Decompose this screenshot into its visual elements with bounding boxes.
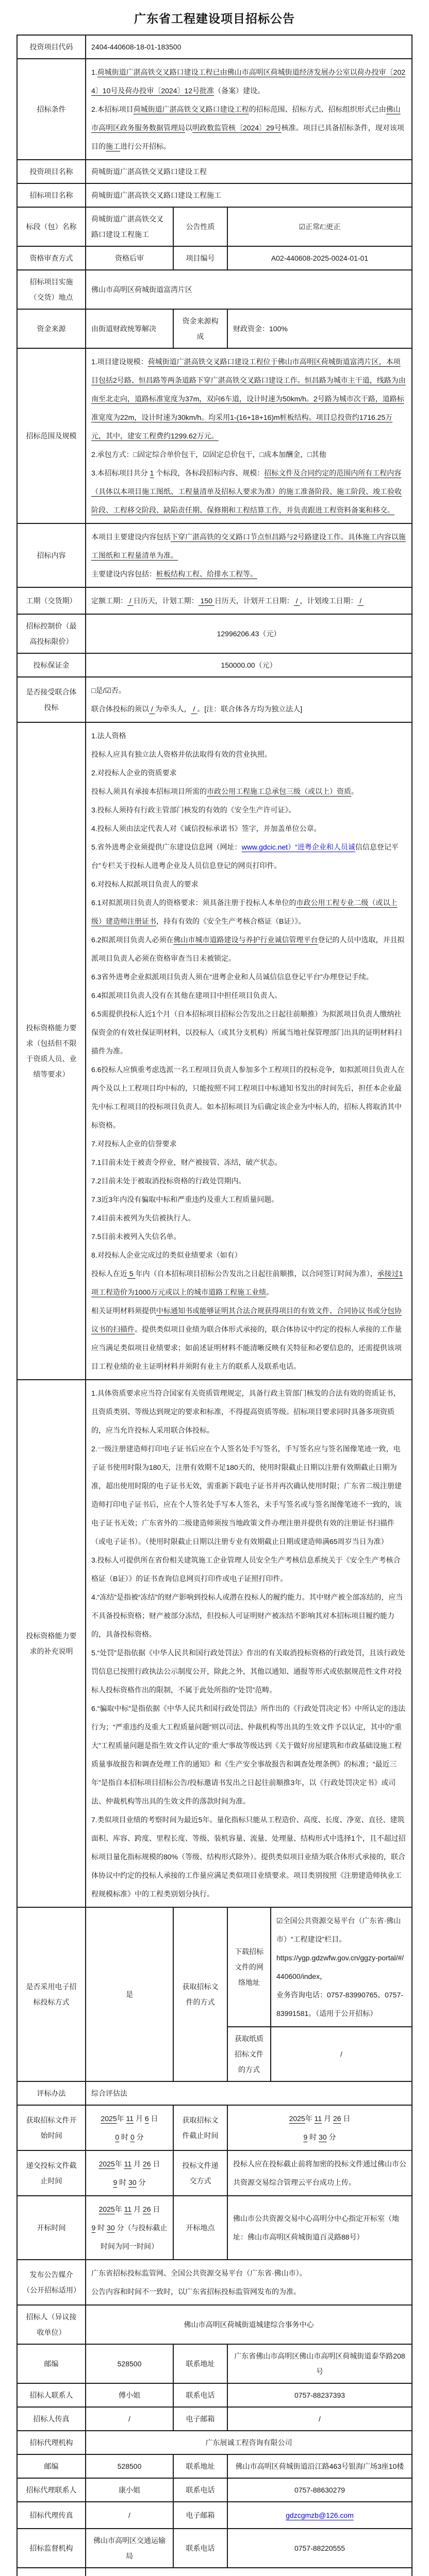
text-run: 6.2拟派项目负责人必须在 xyxy=(91,936,174,944)
supervision-phone-value: 0757-88220555 xyxy=(227,2529,412,2568)
agency-phone-label: 联系电话 xyxy=(173,2478,227,2502)
scope-value xyxy=(86,348,412,523)
consortium-value xyxy=(86,677,412,722)
text-run: □是/☑否。 xyxy=(91,686,126,694)
text-run: 6.6投标人应慎重考虑选派一名工程项目负责人参加多个工程项目的投标竞争，如拟派项目负责人在两个及以上工程项目均中标的，只能按照不同工程项目中标通知书发出的时间先后，担任本企业最先中标工程项目的投标项目负责人。如本招标项目为后确定该企业为中标人的，招标人将取消其中标资格。 xyxy=(91,1065,405,1129)
download-address-value xyxy=(271,1907,412,2027)
text-run: 11 xyxy=(124,2205,132,2213)
tenderer-phone-value: 0757-88237393 xyxy=(227,2383,412,2407)
text-run: 7.5目前未被列入失信名单。 xyxy=(91,1232,181,1241)
text-run: / xyxy=(127,597,134,605)
text-run: 时 xyxy=(95,2224,107,2232)
text-run: ☑全国公共资源交易平台（广东省·佛山市）“工程建设”栏目。 xyxy=(276,1917,401,1943)
text-run: 8.对投标人企业完成过的类似业绩要求（如有） xyxy=(91,1251,242,1259)
text-run: 投标人应在投标截止前将加密的投标文件通过佛山市公共资源交易综合管理云平台成功上传。 xyxy=(233,2160,406,2187)
text-run: 市政公用工程施工总承包三级（或以上）资质 xyxy=(207,787,351,795)
text-run: 。 xyxy=(266,1288,274,1296)
table-row xyxy=(17,2502,412,2529)
funding-source-value: 由街道财政统筹解决 xyxy=(86,309,173,348)
evaluation-method-value: 综合评估法 xyxy=(86,2081,412,2105)
text-run: 30 xyxy=(107,2224,115,2232)
text-run: 。提供类似项目业绩为联合体形式承接的，联合体协议中约定的投标人承接的工作量应当满足类似项目业绩要求；如前述证明材料不能清晰反映有关特征和必要信息的，还需提供该项目工程业绩的业主证明材料并须附有业主方的联系人及联系电话。 xyxy=(91,1325,402,1370)
notice-nature-value: ☑正常/□更正 xyxy=(227,207,412,246)
table-row xyxy=(17,653,412,677)
text-run: 桩板结构工程、给排水工程等。 xyxy=(156,570,257,578)
table-row xyxy=(17,722,412,1380)
opening-time-label: 开标时间 xyxy=(17,2196,86,2260)
funding-composition-label: 资金来源构成 xyxy=(173,309,227,348)
text-run: 2025 xyxy=(289,2114,305,2123)
text-run: 1. xyxy=(91,68,97,76)
tender-conditions-value xyxy=(86,59,412,160)
other-value xyxy=(86,2568,412,2576)
text-run: 。 xyxy=(351,787,358,795)
table-row xyxy=(17,2260,412,2305)
agency-label: 招标代理机构 xyxy=(17,2431,86,2454)
agency-phone-value: 0757-88630279 xyxy=(227,2478,412,2502)
text-run: 分 xyxy=(134,2133,144,2141)
text-run: 市政公用工程专业二级（或以上级）建造师注册证书 xyxy=(91,899,398,925)
table-row xyxy=(17,246,412,270)
text-run: 30 xyxy=(128,2178,137,2187)
text-run: 4.“冻结”是指被“冻结”的财产影响到投标人或潜在投标人的履约能力。其中财产被全部冻结的，应当不具备投标资格；财产被部分冻结，但投标人可证明财产被冻结不影响其对本招标项目履约能力的，具备投标资格。 xyxy=(91,1593,403,1638)
hyperlink[interactable]: gdzcgmzb@126.com xyxy=(286,2511,354,2519)
table-row xyxy=(17,2568,412,2576)
text-run: 时 xyxy=(119,2133,130,2141)
location-label: 招标项目实施（交货）地点 xyxy=(17,270,86,309)
project-code-label: 投资项目代码 xyxy=(17,35,86,59)
table-row xyxy=(17,270,412,309)
text-run: 26 xyxy=(333,2114,341,2123)
text-run: 5.“处罚”是指依据《中华人民共和国行政处罚法》作出的有关取消投标资格的行政处罚，且该行政处罚信息已按照行政执法公示制度公开，除此之外，其他以通知、通报等形式或依据规范性文件对投标人投标资格作出的限制，不属于此处所指的“处罚”范畴。 xyxy=(91,1649,405,1694)
invest-name-value: 荷城街道广湛高铁交叉路口建设工程 xyxy=(86,160,412,183)
obtain-method-label: 获取招标文件的方式 xyxy=(173,1907,227,2081)
tenderer-label: 招标人（异议接收单位） xyxy=(17,2305,86,2344)
text-run: 3.投标人可提供所在省份相关建筑施工企业管理人员安全生产考核信息系统关于《安全生产考核合格证（B证）》的证书查询信息网页打印件或电子证照打印件。 xyxy=(91,1556,401,1583)
text-run: 日 xyxy=(341,2114,351,2123)
text-run: 年 xyxy=(114,2205,124,2213)
tender-content-value xyxy=(86,523,412,587)
text-run: 登记的人员中选取，并且拟派项目负责人必须在资格审查当日未被锁定。 xyxy=(91,936,405,962)
text-run: 9 xyxy=(113,2178,118,2187)
text-run: 联合体投标的须以 xyxy=(91,705,149,713)
text-run: 2.一级注册建造师打印电子证书后应在个人签名处手写签名，手写签名应与签名图像笔迹一致，电子证书使用时限为180天，注册有效期不足180天的，使用时限截止日期以注册有效期截止日期为准，超出使用时限的电子证书无效，需重新下载电子证书并再次确认使用时限；广东省二级注册建造师打印电子证书后，应在个人签名处手写本人签名，未手写签名或与签名图像笔迹不一致的，该电子证书无效；广东省外的二级建造师须按当地政策文件办理注册并提供有效的注册证书扫描件（或电子证书）。（使用时限截止日期以注册专业有效期截止日期或建造师满65周岁当日为准） xyxy=(91,1445,402,1546)
text-run: 7.1目前未处于被责令停业，财产被接管、冻结，破产状态。 xyxy=(91,1158,282,1166)
table-row xyxy=(17,348,412,523)
electronic-bidding-label: 是否采用电子招标投标方式 xyxy=(17,1907,86,2081)
table-row xyxy=(17,677,412,722)
text-run: 佛山市高明区政务服务数据管理局 xyxy=(91,105,401,132)
text-run: 信信息登记平台”专栏关于投标人进粤企业及人员信息登记的网页打印件。 xyxy=(91,843,399,870)
text-run: 7.类似项目业绩的考察时间为最近5年。量化指标只能从工程造价、高度、长度、净宽、直径、建筑面积、库容、跨度、里程长度、等级、装机容量、流量、处理量、结构形式中选择1个，且不超过招标项目量化指标规模的80%（等级、结构形式除外）。提供类似项目业绩为联合体形式承接的，联合体协议中约定的投标人承接的工作量应满足类似项目业绩要求。项目类别按照《注册建造师执业工程规模标准》中的工程类别划分执行。 xyxy=(91,1816,406,1898)
text-run: 11 xyxy=(126,2114,134,2123)
obtain-end-label: 获取招标文件截止时间 xyxy=(173,2105,227,2150)
text-run: 相关证明材料须提供 xyxy=(91,1307,156,1315)
text-run: （备案）建设。 xyxy=(214,87,265,95)
text-run: 7.对投标人企业的信誉要求 xyxy=(91,1140,177,1148)
text-run: 为牵头人， xyxy=(155,705,191,713)
project-number-value: A02-440608-2025-0024-01-01 xyxy=(227,246,412,270)
text-run: 2025 xyxy=(101,2114,117,2123)
qualification-method-value: 资格后审 xyxy=(86,246,173,270)
agency-postcode-label: 邮编 xyxy=(17,2454,86,2478)
text-run: 下穿广湛高铁的交叉路口节点恒昌路与2号路建设工作。具体施工内容以施工图纸和工程量清单为准。 xyxy=(91,533,406,560)
text-run: 年内（自本招标项目招标公告发出之日起往前顺推，以合同签订时间为准）， xyxy=(135,1269,377,1278)
table-row xyxy=(17,1907,412,2027)
text-run: 投标人在近 xyxy=(91,1269,127,1278)
text-run: 投标人应具有独立法人资格并依法取得有效的营业执照。 xyxy=(91,750,272,758)
electronic-bidding-value: 是 xyxy=(86,1907,173,2081)
table-row xyxy=(17,2529,412,2568)
text-run: 3.投标人须持有行政主管部门核发的有效的《安全生产许可证》。 xyxy=(91,806,296,814)
text-run: 30 xyxy=(319,2133,327,2141)
tenderer-contact-value: 傅小姐 xyxy=(86,2383,173,2407)
tenderer-address-label: 联系地址 xyxy=(173,2344,227,2383)
text-run: 时 xyxy=(307,2133,319,2141)
hyperlink[interactable]: www.gdcic.net）“进粤企业和人员诚 xyxy=(241,843,355,851)
consortium-label: 是否接受联合体投标 xyxy=(17,677,86,722)
duration-value xyxy=(86,587,412,614)
text-run: https://ygp.gdzwfw.gov.cn/ggzy-portal/#/440600/index， xyxy=(276,1954,404,1980)
notice-nature-label: 公告性质 xyxy=(173,207,227,246)
supervision-label: 招标监督机构 xyxy=(17,2529,86,2568)
text-run: 月 xyxy=(322,2114,333,2123)
text-run: 中标通知书或能够证明其合法合规获得项目的有效文件、合同协议书或分包协议书的扫描件 xyxy=(91,1307,402,1333)
text-run: 投标人须具有承接本招标项目所需的 xyxy=(91,787,207,795)
table-row xyxy=(17,2383,412,2407)
text-run: 2025 xyxy=(98,2160,115,2168)
text-run: 2.承包方式：□固定综合单价包干，☑固定总价包干，□成本加酬金，□其他 xyxy=(91,450,326,459)
text-run: 佛山市公共资源交易中心高明分中心指定开标室（地址：佛山市高明区荷城街道百灵路88号） xyxy=(233,2214,399,2241)
table-row xyxy=(17,2105,412,2150)
announcement-media-label: 发布公告媒介（公开招标适用） xyxy=(17,2260,86,2305)
tenderer-fax-value: / xyxy=(86,2407,173,2431)
text-run: 年 xyxy=(305,2114,315,2123)
funding-composition-value: 财政资金：100% xyxy=(227,309,412,348)
text-run: 月 xyxy=(131,2205,143,2213)
text-run: 广东省招标投标监管网、全国公共资源交易平台（广东省·佛山市）。 xyxy=(91,2269,307,2277)
table-row xyxy=(17,614,412,653)
table-row xyxy=(17,2478,412,2502)
opening-time-value xyxy=(86,2196,173,2260)
location-value: 佛山市高明区荷城街道富湾片区 xyxy=(86,270,412,309)
obtain-start-value xyxy=(86,2105,173,2150)
table-row xyxy=(17,2150,412,2196)
project-number-label: 项目编号 xyxy=(173,246,227,270)
agency-fax-label: 招标代理传真 xyxy=(17,2502,86,2529)
text-run: 5.省外进粤企业须提供广东建设信息网（网址： xyxy=(91,843,242,851)
agency-address-label: 联系地址 xyxy=(173,2454,227,2478)
text-run: 9 xyxy=(303,2133,308,2141)
text-run: 。[注：联合体各方均为独立法人] xyxy=(197,705,303,713)
tender-content-label: 招标内容 xyxy=(17,523,86,587)
text-run: 6.1对拟派项目负责人的资格要求：须具备注册于投标人本单位的 xyxy=(91,899,296,907)
obtain-start-label: 获取招标文件开始时间 xyxy=(17,2105,86,2150)
supervision-value: 佛山市高明区交通运输局 xyxy=(86,2529,173,2568)
text-run: 日历天，计划开工日期： xyxy=(214,597,294,605)
agency-contact-value: 康小姐 xyxy=(86,2478,173,2502)
text-run: ，持有有效的《安全生产考核合格证（B证）》。 xyxy=(156,917,306,925)
agency-email-value xyxy=(227,2502,412,2529)
text-run: 主要建设内容包括： xyxy=(91,570,156,578)
page-title: 广东省工程建设项目招标公告 xyxy=(134,12,295,25)
tenderer-phone-label: 联系电话 xyxy=(173,2383,227,2407)
scope-label: 招标范围及规模 xyxy=(17,348,86,523)
text-run: 7.4目前未被列为失信被执行人。 xyxy=(91,1214,195,1222)
text-run: 以 xyxy=(185,124,192,132)
text-run: 招标文件及合同约定的范围内所有工程内容（具体以本项目施工图纸、工程量清单及招标人要求为准）的施工准备阶段、施工阶段、竣工验收阶段、工程移交阶段、缺陷责任期、保修期和工程结算工作，并负责跟进工程资料备案和移交。 xyxy=(91,469,402,514)
download-address-label: 下载招标文件的网络地址 xyxy=(227,1907,271,2027)
tenderer-value: 佛山市高明区荷城街道城建综合事务中心 xyxy=(86,2305,412,2344)
section-name-value: 荷城街道广湛高铁交叉路口建设工程施工 xyxy=(86,207,173,246)
text-run: 6.3省外进粤企业拟派项目负责人须在“进粤企业和人员诚信信息登记平台”办理登记手续。 xyxy=(91,973,373,981)
evaluation-method-label: 评标办法 xyxy=(17,2081,86,2105)
qualification-requirements-value xyxy=(86,722,412,1380)
text-run: 6.5需提供投标人近1个月（自本招标项目招标公告发出之日起往前顺推）为拟派项目负责人缴纳社保资金的有效社保证明材料，以投标人（或其分支机构）所属当地社保管理部门出具的证明材料扫描件为准。 xyxy=(91,1010,402,1055)
tenderer-fax-label: 招标人传真 xyxy=(17,2407,86,2431)
text-run: 荷城街道广湛高铁交叉路口建设工程 xyxy=(133,105,249,113)
text-run: 年 xyxy=(117,2114,126,2123)
text-run: 荷城街道广湛高铁交叉路口建设工程位于佛山市高明区荷城街道富湾片区，本项目包括2号路、恒昌路等两条道路下穿广湛高铁交叉路口建设工作。恒昌路为城市主干道，线路为由南至北走向，道路标准宽度为37m，双向6车道，设计时速为50km/h。2号路为城市次干路，道路标准宽度为22m，设计时速为30km/h。均采用1-(16+18+16)m桩板结构。项目总投资约1716.25万元，其中，建安工程费约1299.62万元。 xyxy=(91,358,406,440)
qualification-supplement-label: 投标资格能力要求的补充说明 xyxy=(17,1380,86,1907)
text-run: / xyxy=(191,705,197,713)
announcement-media-value xyxy=(86,2260,412,2305)
table-row xyxy=(17,35,412,59)
text-run: 进行公开招标。 xyxy=(120,142,171,150)
tender-name-value: 荷城街道广湛高铁交叉路口建设工程施工 xyxy=(86,183,412,207)
other-label xyxy=(17,2568,86,2576)
text-run: 分（与投标截止时间为同一时间） xyxy=(101,2224,168,2250)
text-run: 1.具体资质要求应当符合国家有关资质管理规定，具备行政主管部门核发的合法有效的资质证书，且资质类别、等级达到规定的要求和标准，不得提高资质等级。招标项目要求同时具备多项资质的，应当允许投标人采用联合体投标。 xyxy=(91,1389,401,1434)
text-run: 6.4拟派项目负责人没有在其他在建项目中担任项目负责人。 xyxy=(91,991,282,999)
obtain-end-value xyxy=(227,2105,412,2150)
text-run: 7.2目前未处于被取消投标资格的行政处罚期内。 xyxy=(91,1177,246,1185)
text-run: 3.本招标项目共分 xyxy=(91,469,150,477)
text-run: 本项目主要建设内容包括 xyxy=(91,533,171,541)
table-row xyxy=(17,2344,412,2383)
text-run: 9 xyxy=(91,2224,96,2232)
tenderer-email-value: / xyxy=(227,2407,412,2431)
tenderer-contact-label: 招标人联系人 xyxy=(17,2383,86,2407)
submission-method-label: 投标文件递交方式 xyxy=(173,2150,227,2196)
qualification-supplement-value xyxy=(86,1380,412,1907)
table-row xyxy=(17,207,412,246)
tender-notice-table xyxy=(16,35,412,2576)
text-run: 2.本招标项目 xyxy=(91,105,134,113)
tenderer-postcode-label: 邮编 xyxy=(17,2344,86,2383)
project-code-value: 2404-440608-18-01-183500 xyxy=(86,35,412,59)
agency-value: 广东展诚工程咨询有限公司 xyxy=(86,2431,412,2454)
tender-conditions-label: 招标条件 xyxy=(17,59,86,160)
tender-name-label: 招标项目名称 xyxy=(17,183,86,207)
text-run: 的招标范围、招标方式、招标组织形式已由 xyxy=(249,105,386,113)
text-run: 5 xyxy=(127,1269,136,1278)
text-run: 26 xyxy=(142,2160,151,2168)
agency-postcode-value: 528500 xyxy=(86,2454,173,2478)
tenderer-email-label: 电子邮箱 xyxy=(173,2407,227,2431)
table-row xyxy=(17,587,412,614)
table-row xyxy=(17,309,412,348)
opening-place-label: 开标地点 xyxy=(173,2196,227,2260)
text-run: / xyxy=(357,597,364,605)
funding-source-label: 资金来源 xyxy=(17,309,86,348)
agency-email-label: 电子邮箱 xyxy=(173,2502,227,2529)
control-price-value: 12996206.43（元） xyxy=(86,614,412,653)
text-run: 1 xyxy=(150,469,154,477)
qualification-requirements-label: 投标资格能力要求（包括但不限于资质人员、业绩等要求） xyxy=(17,722,86,1380)
text-run: 26 xyxy=(142,2205,151,2213)
text-run: 2025 xyxy=(98,2205,115,2213)
text-run: 佛山市城市道路建设与养护行业诚信管理平台 xyxy=(173,936,318,944)
text-run: 6.“骗取中标”是指依据《中华人民共和国行政处罚法》所作出的《行政处罚决定书》中所认定的违法行为；“严重违约及重大工程质量问题”则以司法、仲裁机构等出具的生效文件予以认定，其中的“重大”工程质量问题是指生效文件认定的“重大”事故等级达到《关于做好房屋建筑和市政基础设施工程质量事故报告和调查处理工作的通知》和《生产安全事故报告和调查处理条例》的标准；“最近三年”是指自本招标项目招标公告/投标邀请书发出之日起往前顺推3年，以《行政处罚决定书》或司法、仲裁机构等出具的生效文件的落款时间为准。 xyxy=(91,1704,405,1805)
text-run: 分 xyxy=(326,2133,336,2141)
text-run: 承接过1项工程造价为1000万元或以上的城市道路工程施工业绩 xyxy=(91,1269,403,1296)
text-run: 4.投标人须由法定代表人对《诚信投标承诺书》签字，并加盖单位公章。 xyxy=(91,824,321,833)
text-run: 日历天，计划工期： xyxy=(133,597,199,605)
text-run: 月 xyxy=(131,2160,143,2168)
text-run: 7.3近3年内没有骗取中标和严重违约及重大工程质量问题。 xyxy=(91,1195,279,1204)
section-name-label: 标段（包）名称 xyxy=(17,207,86,246)
text-run: 施工 xyxy=(106,142,120,150)
text-run: 时 xyxy=(117,2178,129,2187)
agency-address-value: 佛山市高明区荷城街道沿江路463号银海广场3座10楼 xyxy=(227,2454,412,2478)
table-row xyxy=(17,160,412,183)
paper-method-label: 获取纸质招标文件的方式 xyxy=(227,2027,271,2081)
bid-bond-value: 150000.00（元） xyxy=(86,653,412,677)
paper-method-value: / xyxy=(271,2027,412,2081)
submission-method-value xyxy=(227,2150,412,2196)
text-run: 6.对投标人拟派项目负责人的要求 xyxy=(91,880,199,888)
text-run: / xyxy=(149,705,155,713)
text-run: 1.法人资格 xyxy=(91,732,126,740)
text-run: 分 xyxy=(136,2178,146,2187)
text-run: 日 xyxy=(151,2205,160,2213)
table-row xyxy=(17,1380,412,1907)
text-run: ，计划竣工日期： xyxy=(300,597,358,605)
supervision-phone-label: 联系电话 xyxy=(173,2529,227,2568)
text-run: 11 xyxy=(124,2160,132,2168)
table-row xyxy=(17,183,412,207)
table-row xyxy=(17,2407,412,2431)
table-row xyxy=(17,59,412,160)
table-row xyxy=(17,2454,412,2478)
control-price-label: 招标控制价（最高投标限价） xyxy=(17,614,86,653)
table-row xyxy=(17,2196,412,2260)
text-run: 核准。项目已具备招标条件，现对该项目的 xyxy=(91,124,404,150)
text-run: / xyxy=(293,597,300,605)
duration-label: 工期（交货期） xyxy=(17,587,86,614)
text-run: 定额工期： xyxy=(91,597,127,605)
text-run: 11 xyxy=(314,2114,322,2123)
tenderer-address-value: 广东省佛山市高明区佛山市高明区荷城街道泰华路208号 xyxy=(227,2344,412,2383)
text-run: 公告内容和时间不一致时，以广东省招标投标监管网发布的为准。 xyxy=(91,2287,301,2296)
text-run: 业务咨询电话：0757-83990765、0757-83991581。（适用于公开招标） xyxy=(276,1991,403,2018)
text-run: 日 xyxy=(151,2160,160,2168)
text-run: 1.项目建设规模： xyxy=(91,358,148,366)
text-run: 月 xyxy=(134,2114,145,2123)
table-row xyxy=(17,2431,412,2454)
agency-contact-label: 招标代理联系人 xyxy=(17,2478,86,2502)
text-run: 150 xyxy=(198,597,214,605)
text-run: 个标段，各标段招标内容、规模： xyxy=(154,469,265,477)
text-run: 0 xyxy=(130,2133,135,2141)
text-run: 荷城街道广湛高铁交叉路口建设工程已由佛山市高明区荷城街道经济发展办公室以荷办投审〔2024〕10号及荷办投审〔2024〕12号批准 xyxy=(91,68,406,95)
bid-bond-label: 投标保证金 xyxy=(17,653,86,677)
text-run: 6 xyxy=(144,2114,149,2123)
text-run: 0 xyxy=(115,2133,120,2141)
submission-deadline-label: 递交投标文件截止时间 xyxy=(17,2150,86,2196)
text-run: 明政数监管核〔2024〕29号 xyxy=(192,124,282,132)
qualification-method-label: 资格审查方式 xyxy=(17,246,86,270)
table-row xyxy=(17,523,412,587)
tenderer-postcode-value: 528500 xyxy=(86,2344,173,2383)
submission-deadline-value xyxy=(86,2150,173,2196)
table-row xyxy=(17,2081,412,2105)
text-run: 2.对投标人企业的资质要求 xyxy=(91,769,177,777)
table-row xyxy=(17,2305,412,2344)
text-run: 年 xyxy=(114,2160,124,2168)
opening-place-value xyxy=(227,2196,412,2260)
agency-fax-value: / xyxy=(86,2502,173,2529)
text-run: 日 xyxy=(148,2114,158,2123)
invest-name-label: 投资项目名称 xyxy=(17,160,86,183)
